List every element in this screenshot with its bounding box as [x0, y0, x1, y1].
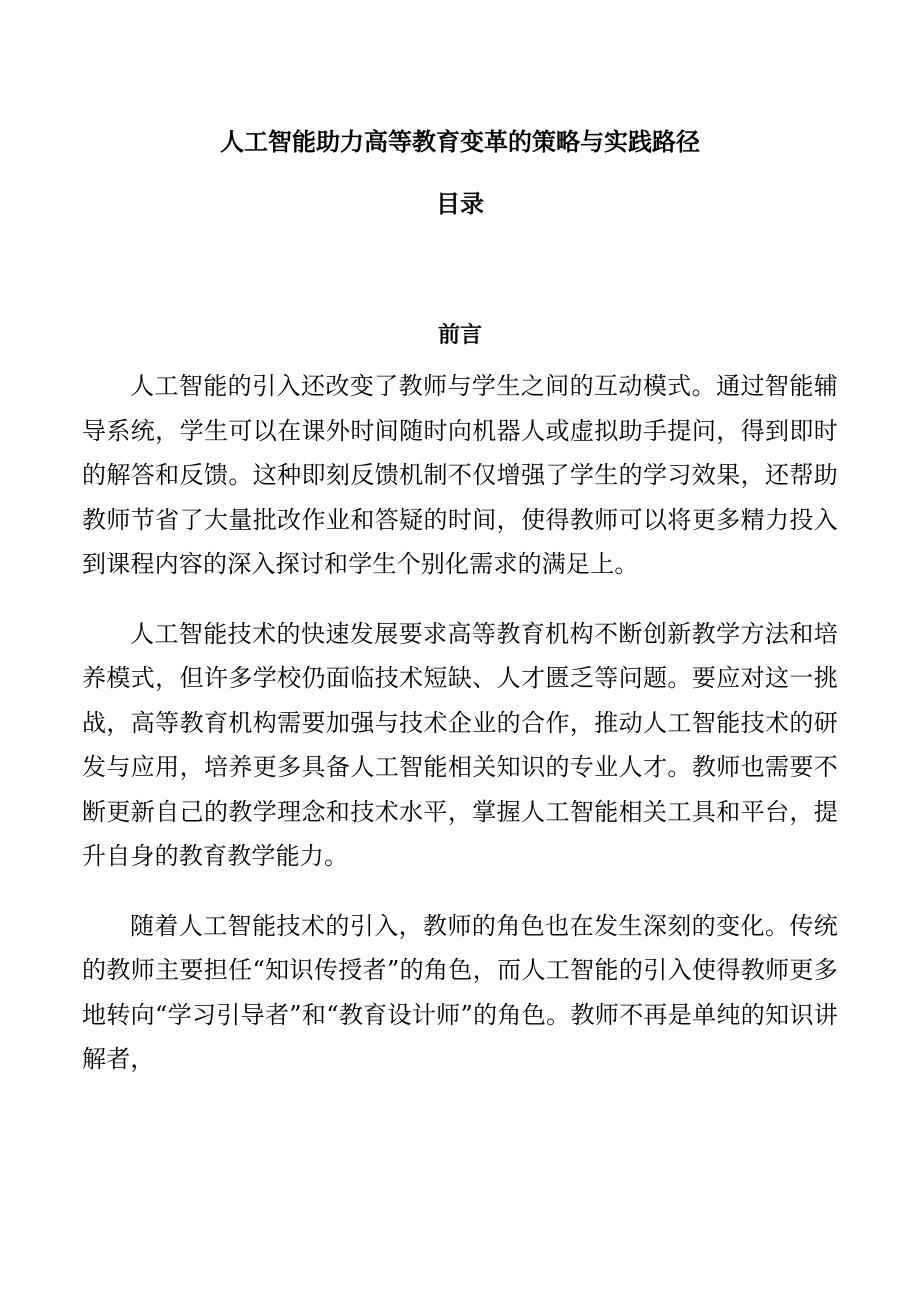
document-body — [82, 364, 838, 1107]
paragraph: 随着人工智能技术的引入，教师的角色也在发生深刻的变化。传统的教师主要担任“知识传授者”的角色，而人工智能的引入使得教师更多地转向“学习引导者”和“教育设计师”的角色。教师不再是单纯的知识讲解者， — [82, 911, 838, 1073]
paragraph: 人工智能技术的快速发展要求高等教育机构不断创新教学方法和培养模式，但许多学校仍面临技术短缺、人才匮乏等问题。要应对这一挑战，高等教育机构需要加强与技术企业的合作，推动人工智能技术的研发与应用，培养更多具备人工智能相关知识的专业人才。教师也需要不断更新自己的教学理念和技术水平，掌握人工智能相关工具和平台，提升自身的教育教学能力。 — [82, 619, 838, 870]
paragraph: 人工智能的引入还改变了教师与学生之间的互动模式。通过智能辅导系统，学生可以在课外时间随时向机器人或虚拟助手提问，得到即时的解答和反馈。这种即刻反馈机制不仅增强了学生的学习效果，还帮助教师节省了大量批改作业和答疑的时间，使得教师可以将更多精力投入到课程内容的深入探讨和学生个别化需求的满足上。 — [82, 372, 838, 578]
document-title: 人工智能助力高等教育变革的策略与实践路径 — [220, 128, 700, 156]
preface-heading: 前言 — [437, 322, 482, 348]
toc-heading: 目录 — [436, 190, 484, 218]
